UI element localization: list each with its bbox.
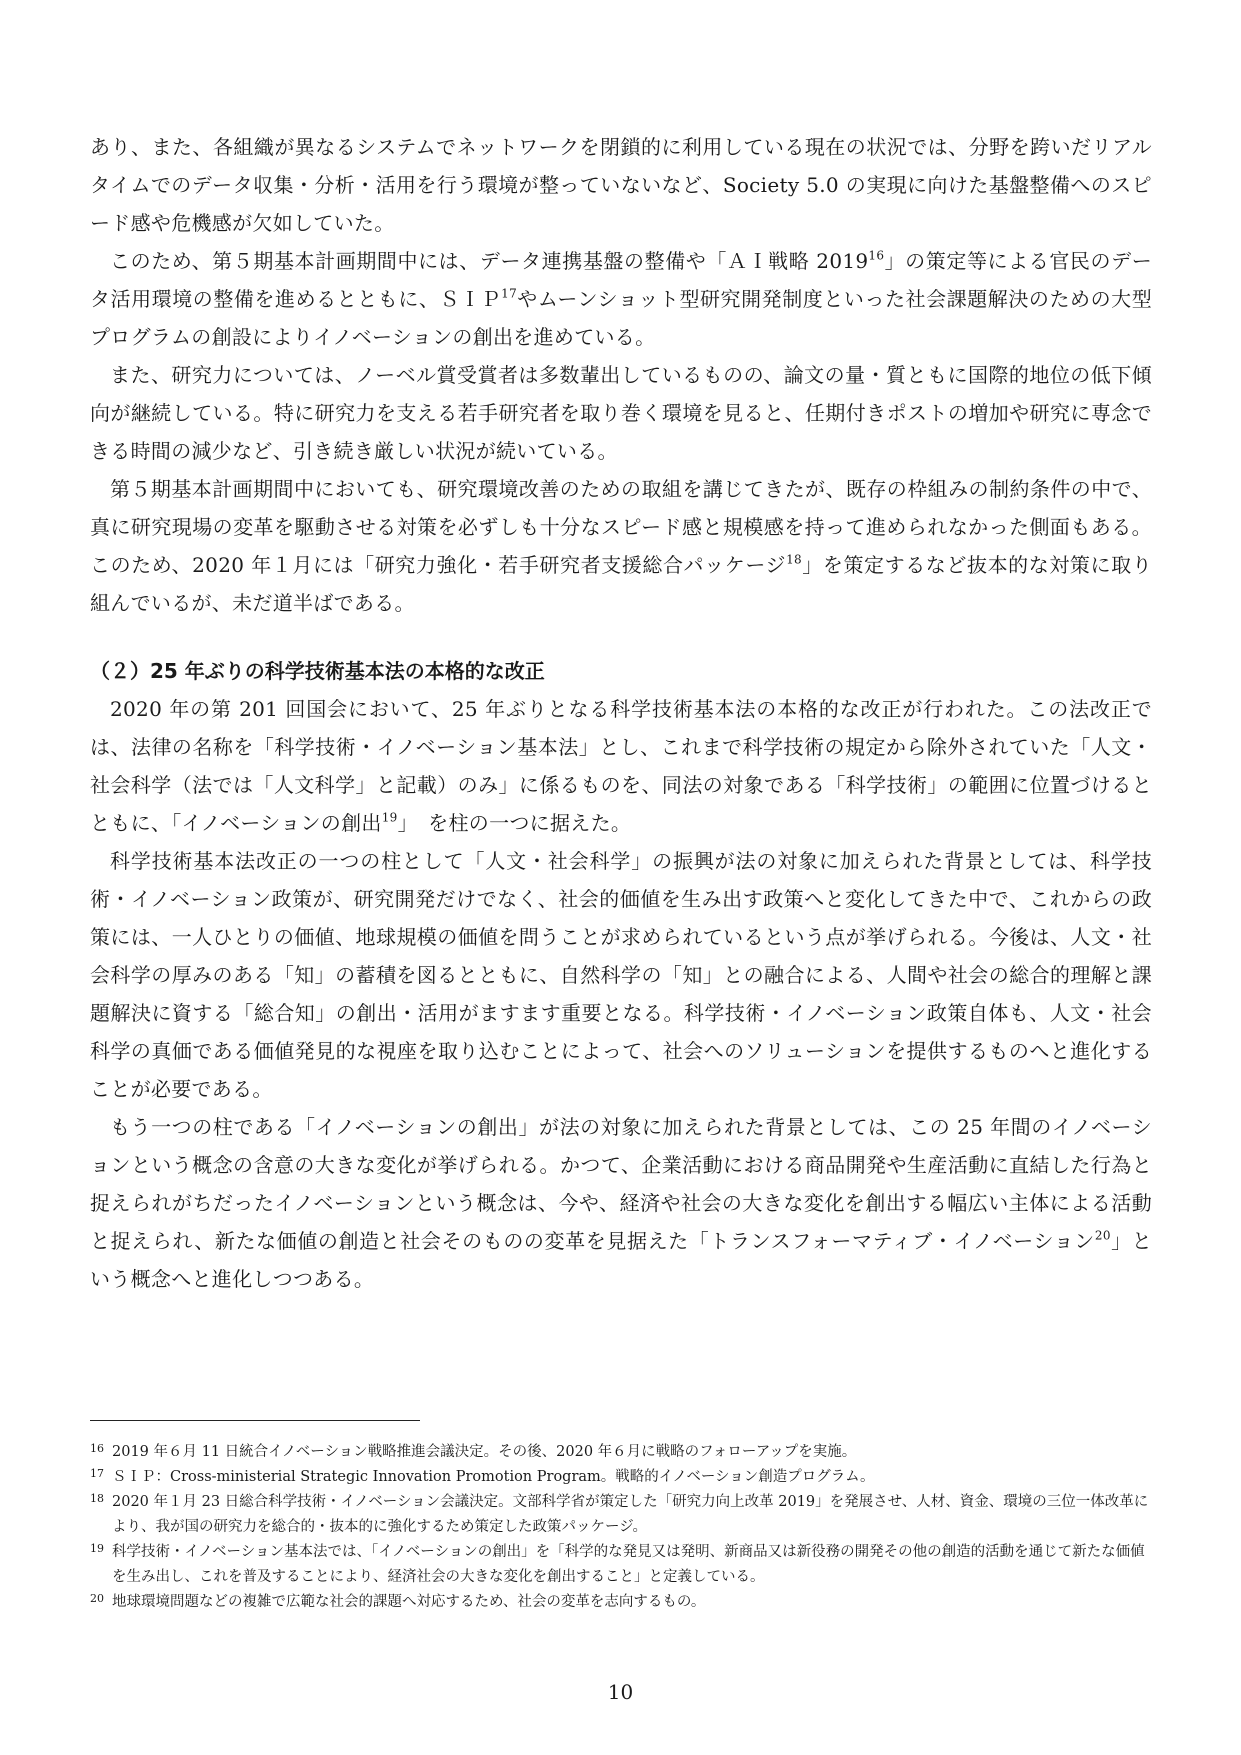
page-number: 10	[607, 1680, 634, 1704]
footnote-17: 17 ＳＩＰ：Cross-ministerial Strategic Innovation Promotion Program。戦略的イノベーション創造プログラム。	[90, 1467, 875, 1485]
footnote-20: 20 地球環境問題などの複雑で広範な社会的課題へ対応するため、社会の変革を志向するもの。	[90, 1592, 706, 1610]
footnote-text: 地球環境問題などの複雑で広範な社会的課題へ対応するため、社会の変革を志向するもの。	[112, 1594, 706, 1610]
footnote-text: 2020 年１月 23 日総合科学技術・イノベーション会議決定。文部科学省が策定した「研究力向上改革 2019」を発展させ、人材、資金、環境の三位一体改革により、我が国の研究力を総合的・抜本的に強化するため策定した政策パッケージ。	[112, 1494, 1149, 1535]
body-text	[90, 128, 1152, 1298]
section-heading: （２）25 年ぶりの科学技術基本法の本格的な改正	[90, 659, 545, 683]
footnote-19: 19 科学技術・イノベーション基本法では、「イノベーションの創出」を「科学的な発見又は発明、新商品又は新役務の開発その他の創造的活動を通じて新たな価値を生み出し、これを普及することにより、経済社会の大きな変化を創出すること」と定義している。	[90, 1542, 1145, 1585]
footnote-ref-17[interactable]: 17	[501, 286, 518, 301]
footnote-ref-18[interactable]: 18	[786, 552, 802, 567]
footnote-18: 18 2020 年１月 23 日総合科学技術・イノベーション会議決定。文部科学省が策定した「研究力向上改革 2019」を発展させ、人材、資金、環境の三位一体改革により、我が国の研究力を総合的・抜本的に強化するため策定した政策パッケージ。	[90, 1492, 1149, 1535]
paragraph-humanities: 科学技術基本法改正の一つの柱として「人文・社会科学」の振興が法の対象に加えられた背景としては、科学技術・イノベーション政策が、研究開発だけでなく、社会的価値を生み出す政策へと変化してきた中で、これからの政策には、一人ひとりの価値、地球規模の価値を問うことが求められているという点が挙げられる。今後は、人文・社会科学の厚みのある「知」の蓄積を図るとともに、自然科学の「知」との融合による、人間や社会の総合的理解と課題解決に資する「総合知」の創出・活用がますます重要となる。科学技術・イノベーション政策自体も、人文・社会科学の真価である価値発見的な視座を取り込むことによって、社会へのソリューションを提供するものへと進化することが必要である。	[90, 849, 1152, 1101]
footnote-text: 科学技術・イノベーション基本法では、「イノベーションの創出」を「科学的な発見又は発明、新商品又は新役務の開発その他の創造的活動を通じて新たな価値を生み出し、これを普及することにより、経済社会の大きな変化を創出すること」と定義している。	[112, 1544, 1145, 1585]
paragraph-law-revision: 2020 年の第 201 回国会において、25 年ぶりとなる科学技術基本法の本格的な改正が行われた。この法改正では、法律の名称を「科学技術・イノベーション基本法」とし、これまで科学技術の規定から除外されていた「人文・社会科学（法では「人文科学」と記載）のみ」に係るものを、同法の対象である「科学技術」の範囲に位置づけるとともに、「イノベーションの創出$^{19}$」 を柱の一つに据えた。	[90, 697, 1152, 835]
footnote-divider	[90, 1420, 420, 1421]
footnotes	[90, 1440, 1152, 1615]
footnote-16: 16 2019 年６月 11 日統合イノベーション戦略推進会議決定。その後、2020 年６月に戦略のフォローアップを実施。	[90, 1442, 857, 1460]
paragraph-data-utilization: このため、第５期基本計画期間中には、データ連携基盤の整備や「ＡＩ戦略 2019$^{16}$」の策定等による官民のデータ活用環境の整備を進めるとともに、ＳＩＰ$^{17}$やムーンショット型研究開発制度といった社会課題解決のための大型プログラムの創設によりイノベーションの創出を進めている。	[90, 248, 1153, 349]
footnote-ref-19[interactable]: 19	[381, 810, 398, 825]
footnote-ref-20[interactable]: 20	[1094, 1228, 1111, 1243]
footnote-text: 2019 年６月 11 日統合イノベーション戦略推進会議決定。その後、2020 年６月に戦略のフォローアップを実施。	[112, 1444, 857, 1460]
footnote-ref-16[interactable]: 16	[868, 248, 885, 263]
paragraph-continuation: あり、また、各組織が異なるシステムでネットワークを閉鎖的に利用している現在の状況では、分野を跨いだリアルタイムでのデータ収集・分析・活用を行う環境が整っていないなど、Society 5.0 の実現に向けた基盤整備へのスピード感や危機感が欠如していた。	[90, 135, 1152, 235]
paragraph-research-capability: また、研究力については、ノーベル賞受賞者は多数輩出しているものの、論文の量・質ともに国際的地位の低下傾向が継続している。特に研究力を支える若手研究者を取り巻く環境を見ると、任期付きポストの増加や研究に専念できる時間の減少など、引き続き厳しい状況が続いている。	[90, 363, 1152, 463]
paragraph-innovation: もう一つの柱である「イノベーションの創出」が法の対象に加えられた背景としては、この 25 年間のイノベーションという概念の含意の大きな変化が挙げられる。かつて、企業活動における商品開発や生産活動に直結した行為と捉えられがちだったイノベーションという概念は、今や、経済や社会の大きな変化を創出する幅広い主体による活動と捉えられ、新たな価値の創造と社会そのものの変革を見据えた「トランスフォーマティブ・イノベーション$^{20}$」という概念へと進化しつつある。	[90, 1115, 1152, 1291]
paragraph-research-environment: 第５期基本計画期間中においても、研究環境改善のための取組を講じてきたが、既存の枠組みの制約条件の中で、真に研究現場の変革を駆動させる対策を必ずしも十分なスピード感と規模感を持って進められなかった側面もある。このため、2020 年１月には「研究力強化・若手研究者支援総合パッケージ$^{18}$」を策定するなど抜本的な対策に取り組んでいるが、未だ道半ばである。	[90, 477, 1152, 615]
footnote-text: ＳＩＰ：Cross-ministerial Strategic Innovation Promotion Program。戦略的イノベーション創造プログラム。	[112, 1469, 875, 1485]
